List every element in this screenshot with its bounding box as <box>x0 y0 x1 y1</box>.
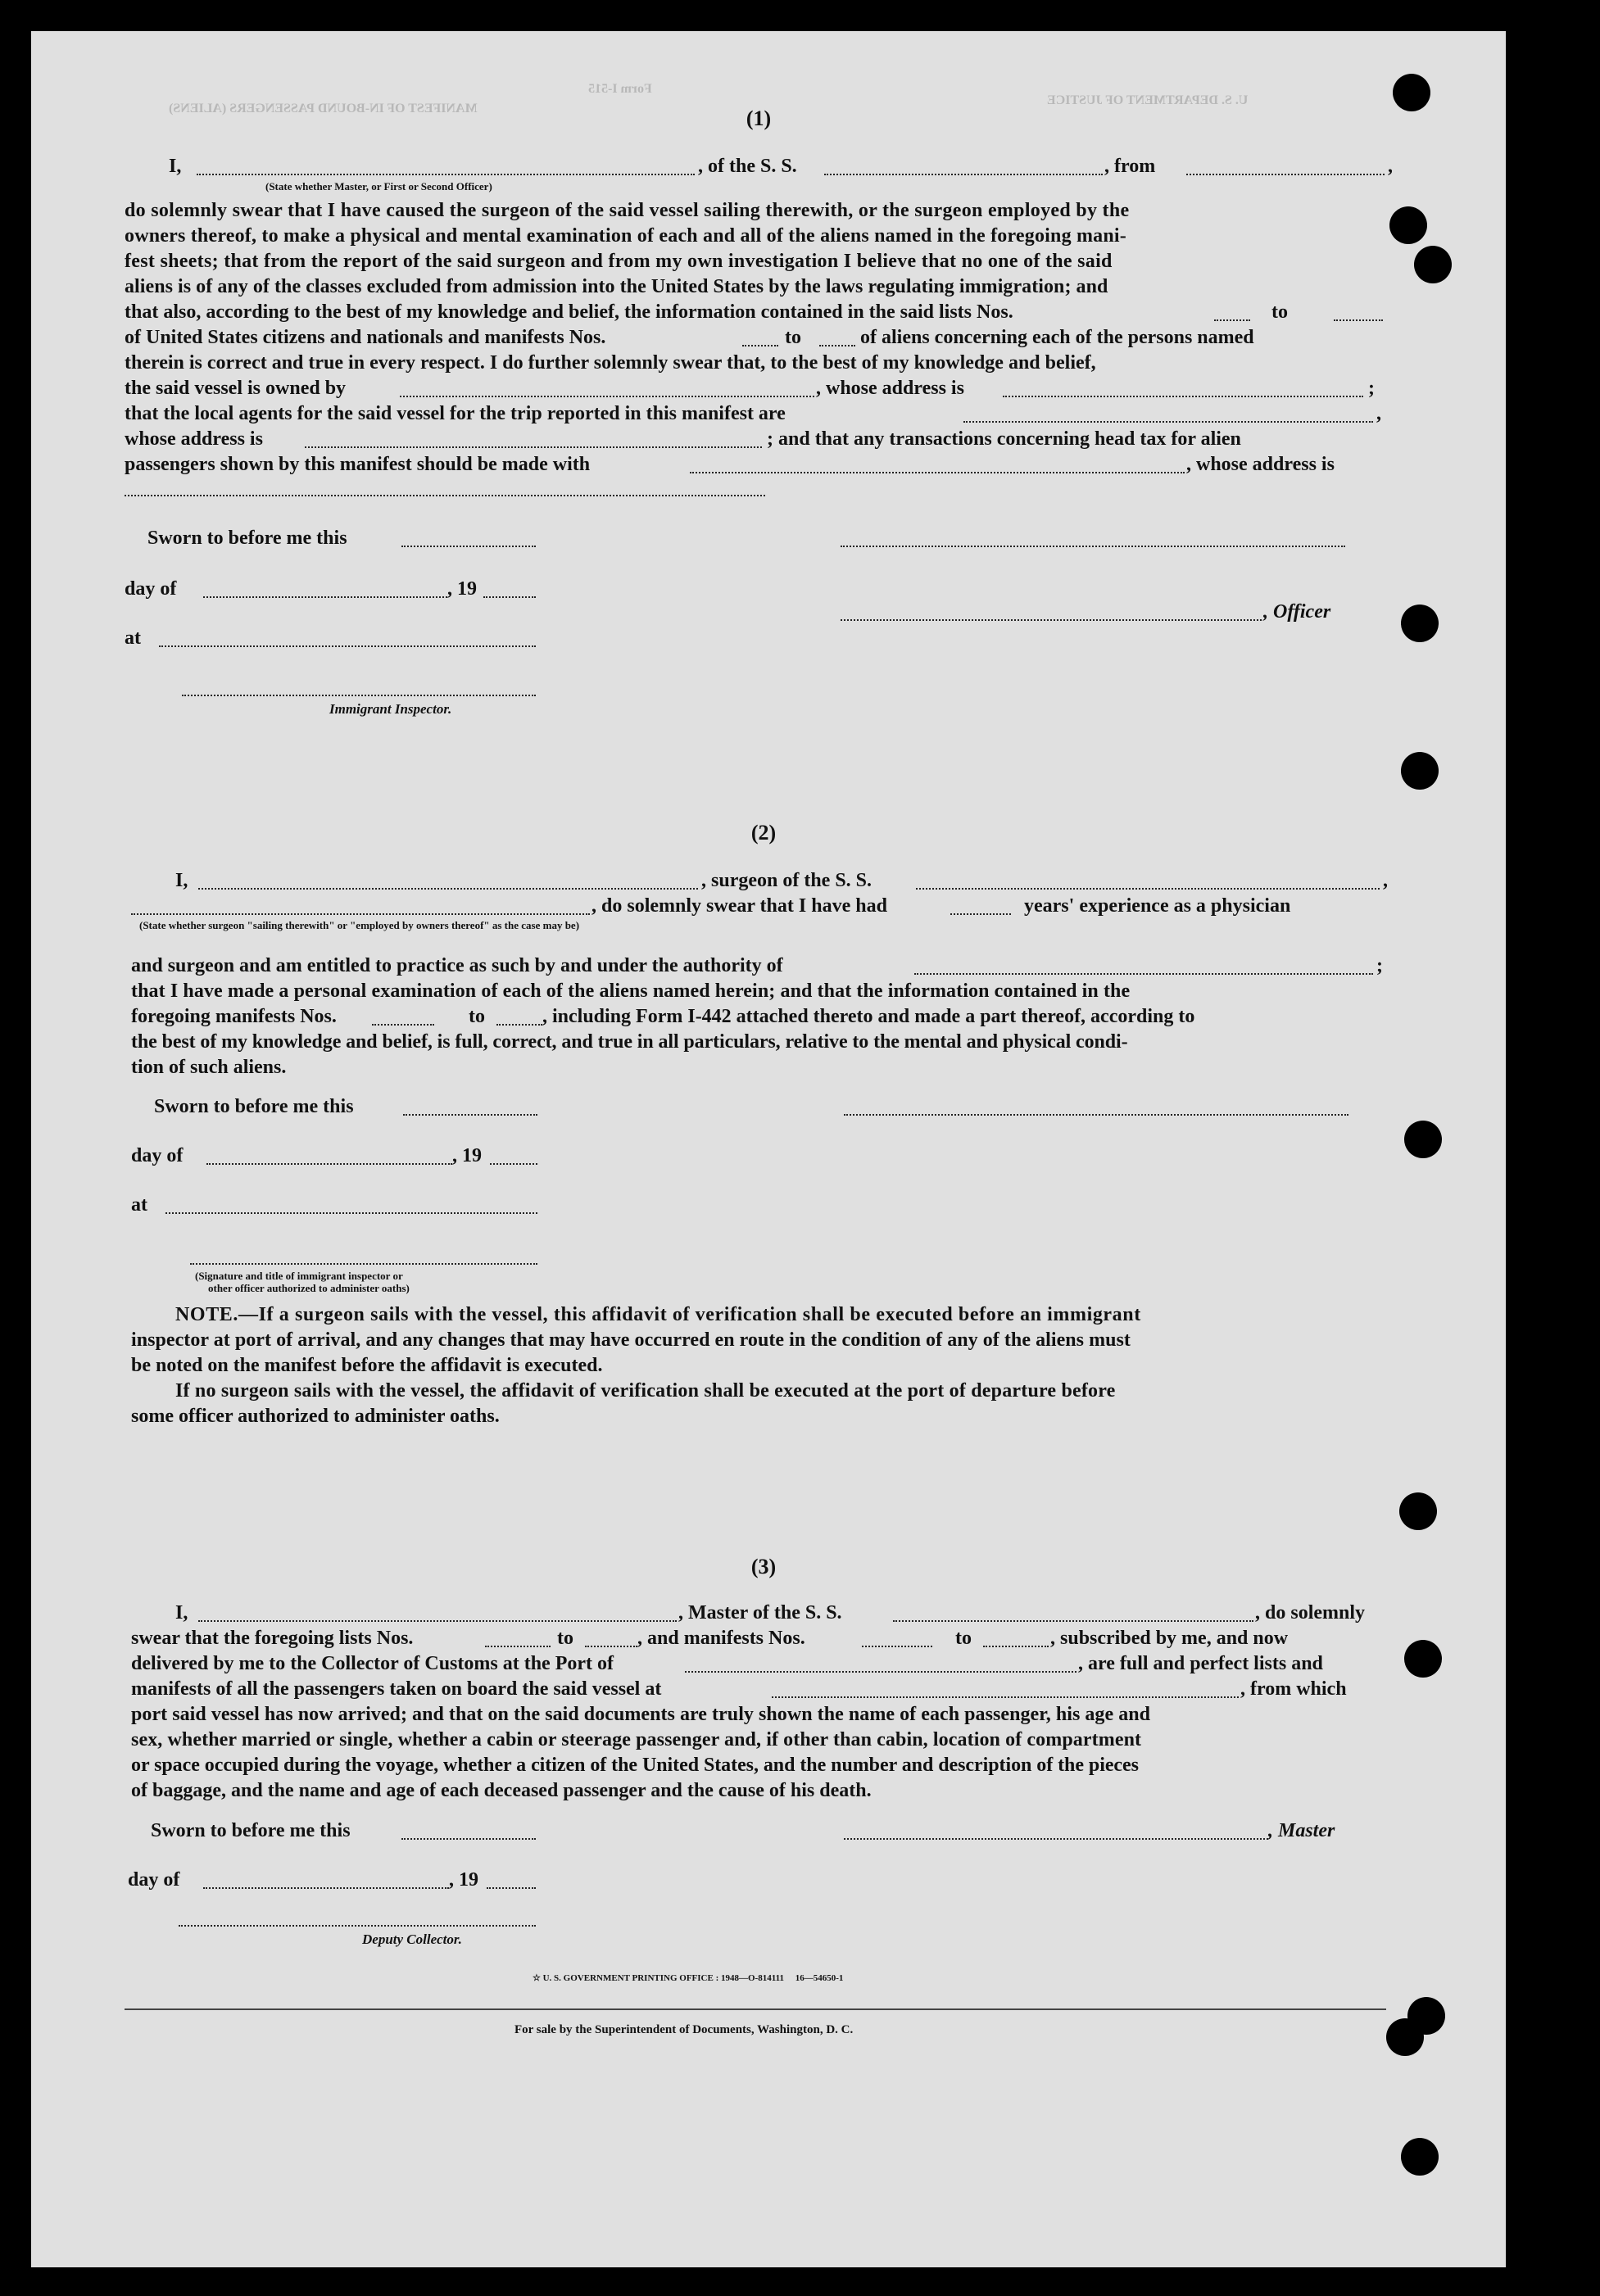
binder-hole <box>1389 206 1427 244</box>
s2-years-field[interactable] <box>950 913 1011 915</box>
s2-l3b: ; <box>1376 955 1383 976</box>
s1-l7: therein is correct and true in every respect. I do further solemnly swear that, to the best of my knowledge and belief, <box>125 352 1096 374</box>
s3-l2c: , and manifests Nos. <box>637 1628 805 1649</box>
s3-lists-to-field[interactable] <box>585 1646 637 1647</box>
s2-sig-note-1: (Signature and title of immigrant inspector or <box>195 1270 403 1282</box>
s2-l3a: and surgeon and am entitled to practice as such by and under the authority of <box>131 955 783 976</box>
s2-manifests-to-field[interactable] <box>496 1024 542 1026</box>
s1-of-ss: , of the S. S. <box>698 156 797 177</box>
document-page <box>31 31 1506 2267</box>
s2-l4: that I have made a personal examination of each of the aliens named herein; and that the information contained in the <box>131 980 1131 1002</box>
s2-l2a: , do solemnly swear that I have had <box>592 895 887 917</box>
binder-hole <box>1414 246 1452 283</box>
s2-note-line: If no surgeon sails with the vessel, the affidavit of verification shall be executed at the port of departure before <box>175 1380 1116 1402</box>
s1-year-field[interactable] <box>483 596 536 598</box>
s1-para-line: aliens is of any of the classes excluded from admission into the United States by the laws regulating immigration; and <box>125 276 1108 297</box>
sale-note: For sale by the Superintendent of Documents, Washington, D. C. <box>514 2023 854 2036</box>
s3-l1a: I, <box>175 1602 188 1624</box>
faint-header-right: U. S. DEPARTMENT OF JUSTICE <box>1047 93 1249 107</box>
s1-l6c: of aliens concerning each of the persons named <box>860 327 1254 348</box>
s1-comma: , <box>1388 156 1393 177</box>
s1-officer-name-field[interactable] <box>197 174 695 175</box>
s3-para-line: sex, whether married or single, whether a cabin or steerage passenger and, if other than cabin, location of compartment <box>131 1729 1142 1750</box>
binder-hole <box>1404 1640 1442 1678</box>
s1-l10a: whose address is <box>125 428 263 450</box>
s2-l6: the best of my knowledge and belief, is full, correct, and true in all particulars, relative to the mental and physical condi- <box>131 1031 1128 1053</box>
s1-lists-to-field[interactable] <box>1334 319 1383 321</box>
s1-rank-note: (State whether Master, or First or Second Officer) <box>265 180 492 192</box>
binder-hole <box>1401 2138 1439 2176</box>
s2-at: at <box>131 1194 147 1216</box>
footer-rule <box>125 2008 1386 2010</box>
s2-sig-note-2: other officer authorized to administer oaths) <box>208 1282 410 1294</box>
s1-l5b: to <box>1271 301 1288 323</box>
s3-vessel-field[interactable] <box>893 1620 1253 1622</box>
s2-sworn: Sworn to before me this <box>154 1096 354 1117</box>
s1-inspector-caption: Immigrant Inspector. <box>329 701 452 717</box>
binder-hole <box>1401 752 1439 790</box>
s2-manifests-from-field[interactable] <box>372 1024 434 1026</box>
section-1-number: (1) <box>746 106 772 130</box>
s2-note-line: be noted on the manifest before the affidavit is executed. <box>131 1355 603 1376</box>
printing-office-line: ☆ U. S. GOVERNMENT PRINTING OFFICE : 1948—O-814111 16—54650-1 <box>533 1973 844 1983</box>
s3-master-name-field[interactable] <box>198 1620 677 1622</box>
s1-from: , from <box>1104 156 1156 177</box>
s2-dayof: day of <box>131 1145 184 1166</box>
s1-agents-address-field[interactable] <box>305 446 762 448</box>
s3-para-line: or space occupied during the voyage, whether a citizen of the United States, and the number and description of the pieces <box>131 1755 1139 1776</box>
s3-l1b: , Master of the S. S. <box>678 1602 842 1624</box>
s2-l1c: , <box>1383 870 1388 891</box>
s2-inspector-signature-field[interactable] <box>190 1263 537 1265</box>
s1-I: I, <box>169 156 182 177</box>
s1-owner-address-field[interactable] <box>1003 396 1363 397</box>
s2-place-field[interactable] <box>165 1212 537 1214</box>
s1-l11a: passengers shown by this manifest should be made with <box>125 454 591 475</box>
s2-sworn-date-field[interactable] <box>403 1114 537 1116</box>
binder-hole <box>1404 1121 1442 1158</box>
s3-sworn-date-field[interactable] <box>401 1838 536 1840</box>
s3-l2d: to <box>955 1628 972 1649</box>
s3-manifests-to-field[interactable] <box>983 1646 1049 1647</box>
s1-inspector-signature-field[interactable] <box>182 695 536 696</box>
s3-l1c: , do solemnly <box>1255 1602 1366 1624</box>
binder-hole <box>1386 2018 1424 2056</box>
s3-l2b: to <box>557 1628 573 1649</box>
s2-note-line: NOTE.—If a surgeon sails with the vessel, this affidavit of verification shall be executed before an immigrant <box>175 1304 1141 1325</box>
s1-headtax-address-field[interactable] <box>125 495 765 496</box>
s1-headtax-field[interactable] <box>690 472 1185 473</box>
s3-l3a: delivered by me to the Collector of Customs at the Port of <box>131 1653 614 1674</box>
s2-status-field[interactable] <box>131 913 590 915</box>
s3-sworn: Sworn to before me this <box>151 1820 351 1841</box>
section-2-number: (2) <box>750 821 777 845</box>
s1-agents-field[interactable] <box>963 421 1373 423</box>
s1-manifests-to-field[interactable] <box>819 345 855 346</box>
binder-hole <box>1401 605 1439 642</box>
binder-hole <box>1399 1492 1437 1530</box>
s1-l11b: , whose address is <box>1186 454 1335 475</box>
s3-l2a: swear that the foregoing lists Nos. <box>131 1628 414 1649</box>
s1-month-field[interactable] <box>203 596 447 598</box>
s2-note-line: inspector at port of arrival, and any changes that may have occurred en route in the condition of any of the aliens must <box>131 1329 1131 1351</box>
s2-surgeon-signature-field[interactable] <box>844 1114 1348 1116</box>
faint-header-left: Form I-515 <box>588 82 652 96</box>
s3-lists-from-field[interactable] <box>485 1646 551 1647</box>
s1-para-line: owners thereof, to make a physical and mental examination of each and all of the aliens named in the foregoing mani- <box>125 225 1126 247</box>
s3-master-signature-field[interactable] <box>844 1838 1268 1840</box>
s1-place-field[interactable] <box>159 645 536 647</box>
s1-nineteen: , 19 <box>447 578 477 600</box>
s1-sworn-date-field[interactable] <box>401 546 536 547</box>
s2-year-field[interactable] <box>490 1163 537 1165</box>
s1-manifests-from-field[interactable] <box>742 345 778 346</box>
s1-para-line: fest sheets; that from the report of the said surgeon and from my own investigation I believe that no one of the said <box>125 251 1113 272</box>
s1-l8b: , whose address is <box>816 378 964 399</box>
s1-at: at <box>125 627 141 649</box>
s1-l8a: the said vessel is owned by <box>125 378 347 399</box>
s3-nineteen: , 19 <box>449 1869 478 1891</box>
s2-month-field[interactable] <box>206 1163 452 1165</box>
s1-l9b: , <box>1376 403 1381 424</box>
faint-header-title: MANIFEST OF IN-BOUND PASSENGERS (ALIENS) <box>169 102 478 115</box>
s3-para-line: port said vessel has now arrived; and that on the said documents are truly shown the name of each passenger, his age and <box>131 1704 1151 1725</box>
s3-embark-field[interactable] <box>772 1696 1239 1698</box>
s1-l8c: ; <box>1368 378 1375 399</box>
section-3-number: (3) <box>750 1555 777 1578</box>
s1-sworn: Sworn to before me this <box>147 528 347 549</box>
s3-year-field[interactable] <box>487 1887 536 1889</box>
s2-status-note: (State whether surgeon "sailing therewith" or "employed by owners thereof" as the case may be) <box>139 919 580 931</box>
s1-l5a: that also, according to the best of my knowledge and belief, the information contained in the said lists Nos. <box>125 301 1013 323</box>
s1-para-line: do solemnly swear that I have caused the surgeon of the said vessel sailing therewith, or the surgeon employed by the <box>125 200 1130 221</box>
s1-l6b: to <box>785 327 801 348</box>
s1-dayof: day of <box>125 578 177 600</box>
s1-l9a: that the local agents for the said vessel for the trip reported in this manifest are <box>125 403 786 424</box>
s2-l7: tion of such aliens. <box>131 1057 287 1078</box>
s2-note-line: some officer authorized to administer oaths. <box>131 1406 500 1427</box>
s1-officer-signature-field[interactable] <box>841 546 1345 547</box>
s3-dayof: day of <box>128 1869 180 1891</box>
s2-l5c: , including Form I-442 attached thereto and made a part thereof, according to <box>542 1006 1195 1027</box>
s2-l5b: to <box>469 1006 485 1027</box>
s2-l1a: I, <box>175 870 188 891</box>
s1-officer-title-field[interactable] <box>841 619 1262 621</box>
s3-l3b: , are full and perfect lists and <box>1078 1653 1323 1674</box>
s3-manifests-from-field[interactable] <box>862 1646 932 1647</box>
s2-authority-field[interactable] <box>914 973 1373 975</box>
s1-l10b: ; and that any transactions concerning head tax for alien <box>767 428 1241 450</box>
s3-l4b: , from which <box>1240 1678 1347 1700</box>
s3-para-line: of baggage, and the name and age of each deceased passenger and the cause of his death. <box>131 1780 872 1801</box>
s2-l2b: years' experience as a physician <box>1024 895 1291 917</box>
s3-month-field[interactable] <box>203 1887 449 1889</box>
s1-owner-field[interactable] <box>400 396 814 397</box>
s3-l4a: manifests of all the passengers taken on board the said vessel at <box>131 1678 662 1700</box>
s3-collector-signature-field[interactable] <box>179 1925 536 1927</box>
s2-nineteen: , 19 <box>452 1145 482 1166</box>
s3-l2e: , subscribed by me, and now <box>1050 1628 1289 1649</box>
s2-surgeon-name-field[interactable] <box>198 888 698 890</box>
s3-port-field[interactable] <box>685 1671 1076 1673</box>
s2-l1b: , surgeon of the S. S. <box>701 870 873 891</box>
s1-from-field[interactable] <box>1186 174 1385 175</box>
s2-vessel-field[interactable] <box>916 888 1380 890</box>
s1-lists-from-field[interactable] <box>1214 319 1250 321</box>
s3-collector-caption: Deputy Collector. <box>362 1931 462 1947</box>
s1-l6a: of United States citizens and nationals and manifests Nos. <box>125 327 606 348</box>
s3-master: , Master <box>1268 1820 1335 1841</box>
s2-l5a: foregoing manifests Nos. <box>131 1006 337 1027</box>
s1-vessel-field[interactable] <box>824 174 1103 175</box>
s1-officer: , Officer <box>1263 601 1331 623</box>
